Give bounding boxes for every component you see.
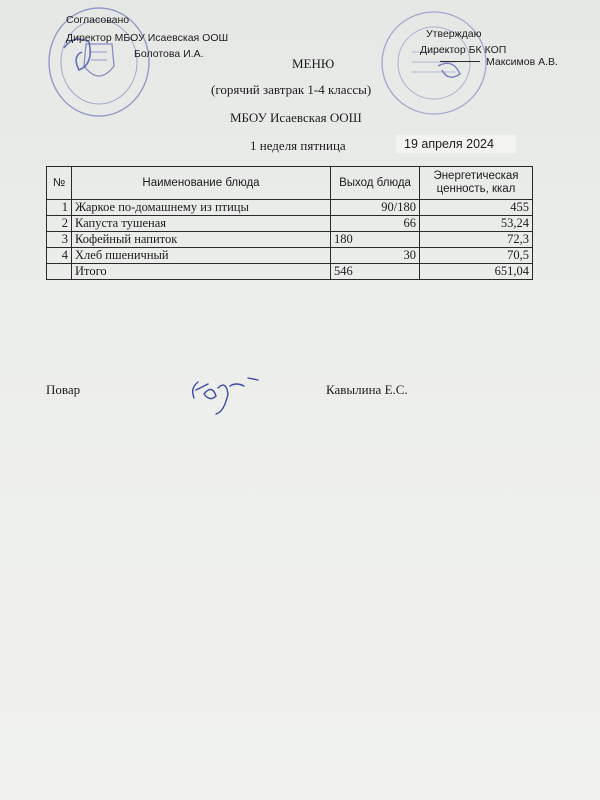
approval-right-line2: Директор БК КОП	[420, 44, 507, 56]
dish-yield: 30	[331, 248, 420, 264]
approval-right-line1: Утверждаю	[426, 28, 482, 40]
row-number: 3	[47, 232, 72, 248]
total-yield: 546	[331, 264, 420, 280]
total-number-cell	[47, 264, 72, 280]
cook-name: Кавылина Е.С.	[326, 382, 408, 397]
organization-stamp	[378, 8, 490, 118]
total-label: Итого	[72, 264, 331, 280]
dish-energy: 72,3	[420, 232, 533, 248]
page-subtitle: (горячий завтрак 1-4 классы)	[211, 82, 372, 97]
approval-left-line2: Директор МБОУ Исаевская ООШ	[66, 32, 229, 44]
dish-energy: 455	[420, 200, 533, 216]
dish-energy: 53,24	[420, 216, 533, 232]
row-number: 1	[47, 200, 72, 216]
cook-signature	[186, 368, 266, 418]
cook-role-label: Повар	[46, 382, 81, 397]
dish-yield: 180	[331, 232, 420, 248]
row-number: 4	[47, 248, 72, 264]
col-header-number: №	[47, 167, 72, 200]
dish-name: Хлеб пшеничный	[72, 248, 331, 264]
total-energy: 651,04	[420, 264, 533, 280]
table-row	[47, 200, 533, 216]
col-header-yield: Выход блюда	[331, 167, 420, 200]
week-label: 1 неделя пятница	[250, 138, 346, 153]
menu-table	[46, 166, 533, 280]
menu-date: 19 апреля 2024	[396, 135, 516, 153]
dish-name: Кофейный напиток	[72, 232, 331, 248]
dish-yield: 66	[331, 216, 420, 232]
approval-right-line3: Максимов А.В.	[486, 56, 558, 68]
table-header-row	[47, 167, 533, 200]
table-row	[47, 216, 533, 232]
dish-name: Капуста тушеная	[72, 216, 331, 232]
approval-left-line1: Согласовано	[66, 14, 130, 26]
approval-signature-line	[440, 61, 480, 62]
col-header-dish: Наименование блюда	[72, 167, 331, 200]
dish-name: Жаркое по-домашнему из птицы	[72, 200, 331, 216]
table-row	[47, 248, 533, 264]
school-name: МБОУ Исаевская ООШ	[230, 110, 362, 125]
table-total-row	[47, 264, 533, 280]
dish-yield: 90/180	[331, 200, 420, 216]
table-row	[47, 232, 533, 248]
row-number: 2	[47, 216, 72, 232]
col-header-energy: Энергетическая ценность, ккал	[420, 167, 533, 200]
approval-left-line3: Болотова И.А.	[134, 48, 204, 60]
dish-energy: 70,5	[420, 248, 533, 264]
page-title: МЕНЮ	[292, 56, 335, 71]
